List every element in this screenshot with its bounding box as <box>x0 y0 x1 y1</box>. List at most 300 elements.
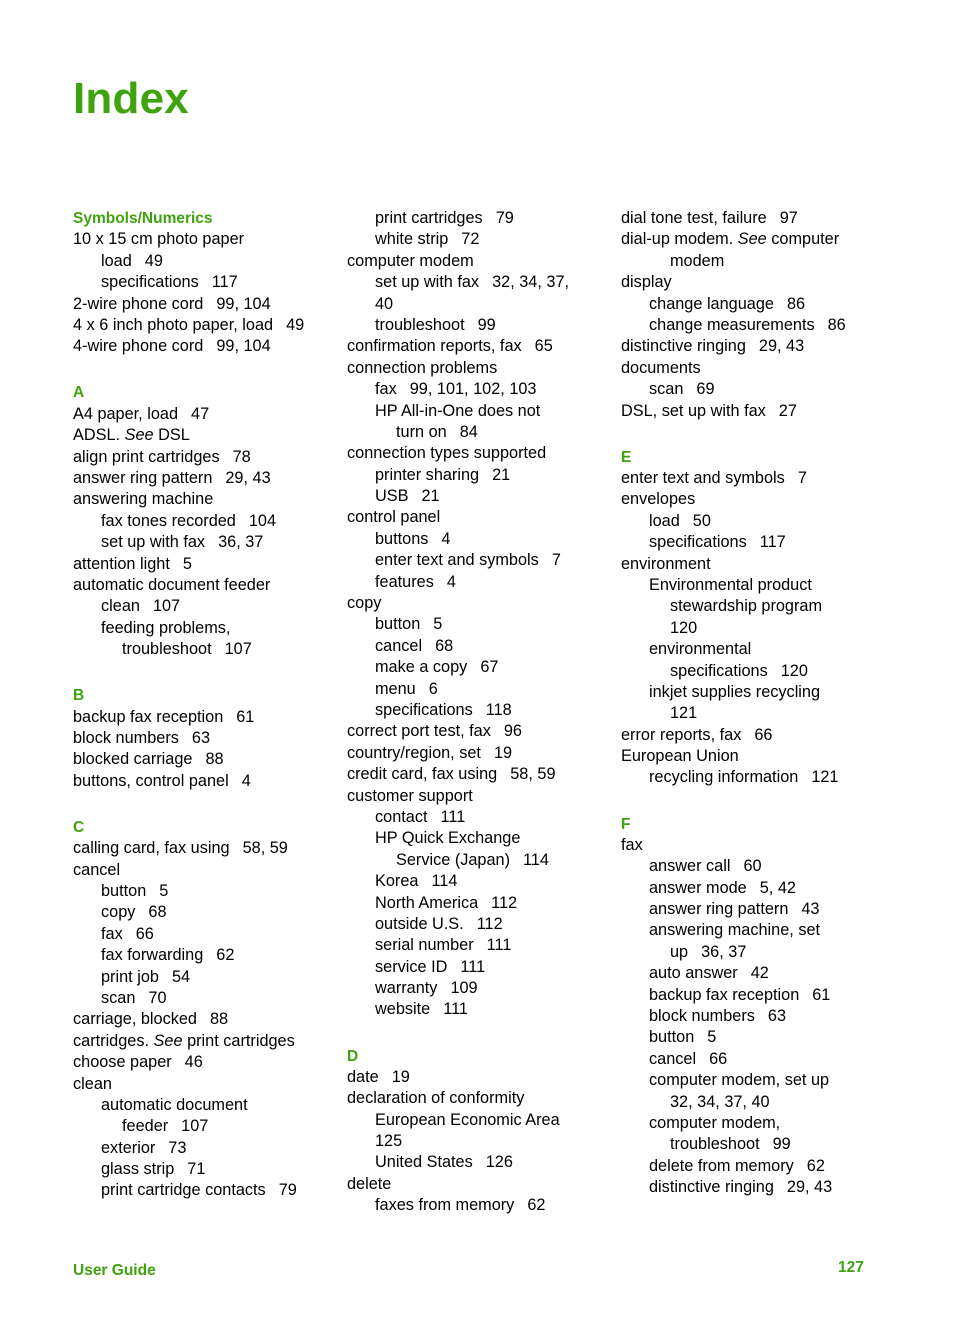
index-page-numbers: 5 <box>182 554 192 573</box>
index-entry <box>73 1052 343 1073</box>
index-term: button <box>101 882 147 900</box>
index-page-numbers: 111 <box>443 1000 468 1019</box>
index-entry <box>73 838 343 859</box>
index-entry <box>73 294 343 315</box>
index-page-numbers: 107 <box>224 640 252 659</box>
index-term: menu <box>375 679 416 698</box>
index-subentry <box>621 511 911 532</box>
index-entry <box>621 725 911 746</box>
see-reference-target: DSL <box>158 426 190 445</box>
index-subentry <box>347 636 617 657</box>
index-term: A4 paper, load <box>73 404 179 423</box>
index-subentry <box>347 422 617 443</box>
index-term: DSL, set up with fax <box>621 401 766 420</box>
index-term: warranty <box>375 979 438 998</box>
index-term: glass strip <box>101 1160 175 1179</box>
index-page-numbers: 4 <box>441 529 451 548</box>
index-term: confirmation reports, fax <box>347 337 522 356</box>
index-term: print cartridges <box>375 209 483 227</box>
index-term: 2-wire phone cord <box>73 294 204 313</box>
index-entry <box>621 251 911 272</box>
index-entry <box>621 336 911 357</box>
index-subentry <box>621 1134 911 1155</box>
index-entry <box>347 743 617 764</box>
index-page-numbers: 6 <box>428 679 438 698</box>
index-term: copy <box>101 903 136 922</box>
index-term: block numbers <box>649 1007 755 1026</box>
index-term: 4 x 6 inch photo paper, load <box>73 315 274 334</box>
index-subentry <box>347 679 617 700</box>
index-page-numbers: 104 <box>248 511 277 530</box>
index-entry <box>73 315 343 336</box>
index-term: serial number <box>375 936 474 955</box>
index-subentry <box>347 465 617 486</box>
index-term: display <box>621 273 672 292</box>
index-subentry <box>347 529 617 550</box>
index-page-numbers: 5 <box>433 615 443 634</box>
index-entry <box>621 208 911 229</box>
index-term: turn on <box>396 422 447 441</box>
index-term: 125 <box>375 1132 403 1151</box>
index-section-heading: A <box>73 384 85 402</box>
index-section-heading: C <box>73 818 85 836</box>
index-page-numbers: 99 <box>477 315 496 334</box>
index-page-numbers: 19 <box>493 743 513 762</box>
index-entry <box>621 554 911 575</box>
index-page-numbers: 97 <box>779 209 798 227</box>
index-section-heading: F <box>621 815 631 833</box>
index-page-numbers: 32, 34, 37, <box>492 273 570 292</box>
index-entry <box>347 593 617 614</box>
index-term: modem <box>670 251 725 270</box>
index-term: cancel <box>73 860 121 879</box>
index-page-numbers: 107 <box>152 597 181 616</box>
index-term: delete <box>347 1174 392 1193</box>
index-page-numbers: 5 <box>707 1028 717 1047</box>
index-subentry <box>347 957 617 978</box>
index-page-numbers: 114 <box>523 850 549 869</box>
index-subentry <box>621 575 911 596</box>
index-term: fax <box>621 835 643 854</box>
index-term: print cartridge contacts <box>101 1181 266 1200</box>
index-term: printer sharing <box>375 465 480 484</box>
index-term: declaration of conformity <box>347 1089 525 1108</box>
index-page-numbers: 99, 104 <box>216 337 271 356</box>
index-page-numbers: 68 <box>435 636 454 655</box>
index-subentry <box>621 639 911 660</box>
index-term: answer ring pattern <box>649 900 789 919</box>
index-term: documents <box>621 358 701 377</box>
see-reference-label: See <box>124 426 154 445</box>
index-entry <box>347 507 617 528</box>
section-gap <box>73 661 343 686</box>
index-subentry <box>73 618 343 639</box>
index-entry <box>73 860 343 881</box>
index-page-numbers: 96 <box>503 722 522 741</box>
index-page-numbers: 49 <box>144 251 163 270</box>
index-subentry <box>347 935 617 956</box>
index-term: exterior <box>101 1138 156 1157</box>
index-term: faxes from memory <box>375 1196 515 1215</box>
index-subentry <box>73 1180 343 1201</box>
index-term: clean <box>73 1074 112 1093</box>
index-term: 4-wire phone cord <box>73 337 204 356</box>
index-term: Korea <box>375 872 419 891</box>
index-page-numbers: 66 <box>709 1049 728 1068</box>
index-page-numbers: 99, 104 <box>216 294 271 313</box>
index-page-numbers: 71 <box>187 1160 206 1179</box>
index-page-numbers: 61 <box>812 985 831 1004</box>
index-subentry <box>73 924 343 945</box>
index-entry <box>347 721 617 742</box>
index-term: feeder <box>122 1117 169 1136</box>
index-term: specifications <box>375 700 473 719</box>
index-term: computer modem, set up <box>649 1071 830 1090</box>
index-page-numbers: 49 <box>286 315 305 334</box>
index-page-numbers: 84 <box>459 422 478 441</box>
index-term: control panel <box>347 508 441 527</box>
index-term: set up with fax <box>101 533 206 552</box>
index-term: computer modem, <box>649 1114 781 1132</box>
index-subentry <box>347 978 617 999</box>
index-term: service ID <box>375 957 448 976</box>
index-term: backup fax reception <box>73 707 224 726</box>
index-term: button <box>649 1028 695 1047</box>
index-subentry <box>621 703 911 724</box>
index-page-numbers: 4 <box>446 572 456 591</box>
index-term: ADSL. <box>73 426 121 445</box>
index-term: contact <box>375 807 428 826</box>
see-reference-target: print cartridges <box>187 1031 295 1050</box>
index-term: date <box>347 1067 379 1086</box>
index-term: cancel <box>649 1049 697 1068</box>
index-subentry <box>73 272 343 293</box>
index-subentry <box>347 572 617 593</box>
index-term: European Union <box>621 747 739 766</box>
index-term: up <box>670 942 689 961</box>
index-subentry <box>621 1156 911 1177</box>
index-subentry <box>347 999 617 1020</box>
index-term: fax tones recorded <box>101 511 236 530</box>
index-subentry <box>347 294 617 315</box>
index-term: choose paper <box>73 1053 172 1072</box>
index-term: enter text and symbols <box>621 468 785 487</box>
index-term: fax <box>101 924 123 943</box>
index-subentry <box>347 614 617 635</box>
index-term: specifications <box>670 661 768 680</box>
index-entry <box>347 336 617 357</box>
index-subentry <box>347 229 617 250</box>
index-term: recycling information <box>649 768 799 787</box>
index-page-numbers: 29, 43 <box>758 337 805 356</box>
index-entry <box>347 443 617 464</box>
index-subentry <box>347 1110 617 1131</box>
index-entry <box>73 771 343 792</box>
index-page-numbers: 70 <box>148 988 167 1007</box>
index-page-numbers: 58, 59 <box>510 765 556 784</box>
index-section-heading: Symbols/Numerics <box>73 210 213 227</box>
index-page-numbers: 66 <box>754 725 773 744</box>
index-entry <box>621 746 911 767</box>
index-subentry <box>73 902 343 923</box>
index-term: environmental <box>649 640 752 659</box>
index-page-numbers: 54 <box>171 967 191 986</box>
index-subentry <box>347 208 617 229</box>
index-term: United States <box>375 1153 473 1172</box>
index-term: answering machine, set <box>649 921 821 940</box>
index-subentry <box>73 1159 343 1180</box>
index-term: backup fax reception <box>649 985 800 1004</box>
index-page-numbers: 62 <box>216 946 235 965</box>
index-entry <box>347 358 617 379</box>
index-term: HP All-in-One does not <box>375 401 541 420</box>
index-term: Service (Japan) <box>396 850 511 869</box>
index-subentry <box>347 893 617 914</box>
index-page-numbers: 120 <box>780 661 808 680</box>
index-entry <box>73 728 343 749</box>
index-term: correct port test, fax <box>347 722 491 741</box>
index-term: answer mode <box>649 878 747 897</box>
index-term: European Economic Area <box>375 1110 560 1129</box>
index-entry <box>73 1074 343 1095</box>
index-term: stewardship program <box>670 597 823 616</box>
index-page-numbers: 107 <box>181 1117 209 1136</box>
index-subentry <box>73 881 343 902</box>
index-subentry <box>621 532 911 553</box>
index-subentry <box>621 878 911 899</box>
index-term: North America <box>375 893 479 912</box>
index-term: white strip <box>375 230 449 249</box>
index-page-numbers: 88 <box>210 1010 229 1029</box>
index-section-heading: D <box>347 1047 359 1065</box>
index-page-numbers: 111 <box>440 807 466 826</box>
index-subentry <box>347 315 617 336</box>
index-page-numbers: 36, 37 <box>701 942 747 961</box>
index-page-numbers: 79 <box>278 1181 297 1200</box>
index-entry <box>347 1174 617 1195</box>
index-subentry <box>73 967 343 988</box>
index-page-numbers: 126 <box>485 1153 513 1172</box>
index-subentry <box>73 596 343 617</box>
section-gap <box>347 1021 617 1046</box>
index-term: Environmental product <box>649 575 812 594</box>
index-subentry <box>621 963 911 984</box>
index-term: fax forwarding <box>101 946 204 965</box>
index-page-numbers: 47 <box>191 404 210 423</box>
index-page-numbers: 88 <box>205 750 224 769</box>
index-term: inkjet supplies recycling <box>649 682 821 701</box>
index-subentry <box>347 871 617 892</box>
index-subentry <box>347 1131 617 1152</box>
index-entry <box>73 425 343 446</box>
index-entry <box>73 707 343 728</box>
index-subentry <box>621 1049 911 1070</box>
index-subentry <box>621 1027 911 1048</box>
index-page-numbers: 111 <box>486 936 512 955</box>
index-term: block numbers <box>73 728 179 747</box>
index-section-heading: E <box>621 448 632 466</box>
index-subentry <box>347 850 617 871</box>
index-page-numbers: 27 <box>778 401 797 420</box>
index-entry <box>347 764 617 785</box>
index-term: outside U.S. <box>375 914 464 933</box>
index-page-numbers: 65 <box>534 337 553 356</box>
index-term: USB <box>375 487 409 506</box>
index-page-numbers: 112 <box>476 914 503 933</box>
index-subentry <box>621 294 911 315</box>
index-term: copy <box>347 594 382 613</box>
index-term: button <box>375 615 421 634</box>
index-subentry <box>347 1152 617 1173</box>
index-term: credit card, fax using <box>347 765 498 784</box>
index-subentry <box>621 661 911 682</box>
index-term: features <box>375 572 434 591</box>
index-term: 121 <box>670 704 698 723</box>
index-term: 120 <box>670 618 698 637</box>
index-subentry <box>73 988 343 1009</box>
section-gap <box>73 358 343 383</box>
index-page-numbers: 68 <box>148 903 167 922</box>
index-term: customer support <box>347 786 473 805</box>
index-term: answering machine <box>73 490 214 509</box>
index-entry <box>73 447 343 468</box>
index-page-numbers: 60 <box>743 857 762 876</box>
index-term: troubleshoot <box>670 1135 760 1154</box>
index-entry <box>73 229 343 250</box>
index-term: envelopes <box>621 490 696 509</box>
index-subentry <box>621 856 911 877</box>
index-subentry <box>73 1116 343 1137</box>
index-term: troubleshoot <box>122 640 212 659</box>
index-term: carriage, blocked <box>73 1010 197 1029</box>
index-page-numbers: 117 <box>211 273 238 292</box>
index-subentry <box>347 401 617 422</box>
index-page-numbers: 121 <box>811 768 839 787</box>
see-reference-label: See <box>153 1031 183 1050</box>
index-subentry <box>621 899 911 920</box>
index-term: load <box>101 251 132 270</box>
index-entry <box>621 468 911 489</box>
index-entry <box>73 468 343 489</box>
index-term: website <box>375 1000 431 1019</box>
page-title: Index <box>73 74 189 123</box>
index-subentry <box>621 379 911 400</box>
index-term: specifications <box>649 533 747 552</box>
index-page-numbers: 63 <box>191 728 211 747</box>
index-term: automatic document <box>101 1095 248 1114</box>
index-subentry <box>621 1177 911 1198</box>
index-page-numbers: 69 <box>696 380 715 399</box>
index-page-numbers: 7 <box>797 468 807 487</box>
index-term: scan <box>101 988 136 1007</box>
index-term: blocked carriage <box>73 750 193 769</box>
index-page-numbers: 78 <box>232 447 251 466</box>
index-subentry <box>621 985 911 1006</box>
index-subentry <box>621 767 911 788</box>
index-term: distinctive ringing <box>621 337 746 356</box>
index-subentry <box>73 639 343 660</box>
index-column-3 <box>621 208 911 1199</box>
index-term: automatic document feeder <box>73 575 271 594</box>
index-term: scan <box>649 380 684 399</box>
index-subentry <box>73 1095 343 1116</box>
index-page-numbers: 66 <box>135 924 154 943</box>
index-term: set up with fax <box>375 273 480 292</box>
index-subentry <box>347 807 617 828</box>
index-page-numbers: 111 <box>460 957 486 976</box>
index-page-numbers: 118 <box>485 700 512 719</box>
index-page-numbers: 61 <box>236 707 255 726</box>
index-entry <box>73 554 343 575</box>
index-term: environment <box>621 554 711 573</box>
index-term: make a copy <box>375 658 468 677</box>
index-subentry <box>347 550 617 571</box>
index-subentry <box>347 914 617 935</box>
index-term: answer ring pattern <box>73 468 213 487</box>
section-gap <box>73 792 343 817</box>
index-subentry <box>347 828 617 849</box>
index-page-numbers: 62 <box>806 1156 825 1175</box>
index-subentry <box>621 1070 911 1091</box>
index-entry <box>73 575 343 596</box>
index-page-numbers: 62 <box>527 1196 546 1215</box>
index-entry <box>73 404 343 425</box>
index-page-numbers: 7 <box>551 551 561 570</box>
index-entry <box>621 358 911 379</box>
index-page-numbers: 79 <box>495 209 514 227</box>
index-term: change measurements <box>649 315 815 334</box>
index-entry <box>347 786 617 807</box>
index-subentry <box>621 682 911 703</box>
index-subentry <box>621 942 911 963</box>
index-term: load <box>649 511 680 530</box>
index-term: align print cartridges <box>73 447 220 466</box>
index-page-numbers: 50 <box>692 511 711 530</box>
section-gap <box>621 789 911 814</box>
index-subentry <box>621 920 911 941</box>
footer-guide-label: User Guide <box>73 1262 156 1279</box>
index-term: distinctive ringing <box>649 1178 774 1197</box>
index-subentry <box>621 1113 911 1134</box>
index-entry <box>621 401 911 422</box>
index-term: 10 x 15 cm photo paper <box>73 230 245 249</box>
index-term: change language <box>649 294 774 313</box>
index-term: error reports, fax <box>621 725 742 744</box>
index-page-numbers: 63 <box>767 1007 787 1026</box>
index-page-numbers: 4 <box>241 771 251 790</box>
index-entry <box>73 336 343 357</box>
index-page-numbers: 117 <box>759 533 786 552</box>
index-subentry <box>621 315 911 336</box>
section-gap <box>621 422 911 447</box>
see-reference-target: computer <box>771 230 840 249</box>
index-page-numbers: 29, 43 <box>225 468 271 487</box>
index-page-numbers: 72 <box>461 230 480 249</box>
index-page-numbers: 114 <box>431 872 458 891</box>
index-page-numbers: 21 <box>492 465 511 484</box>
index-term: cancel <box>375 636 423 655</box>
index-subentry <box>73 511 343 532</box>
index-entry <box>621 835 911 856</box>
index-subentry <box>73 532 343 553</box>
index-term: HP Quick Exchange <box>375 829 521 848</box>
index-subentry <box>73 251 343 272</box>
index-term: print job <box>101 967 159 986</box>
index-term: connection types supported <box>347 444 547 463</box>
index-entry <box>73 1009 343 1030</box>
index-subentry <box>621 1092 911 1113</box>
index-term: buttons, control panel <box>73 771 229 790</box>
